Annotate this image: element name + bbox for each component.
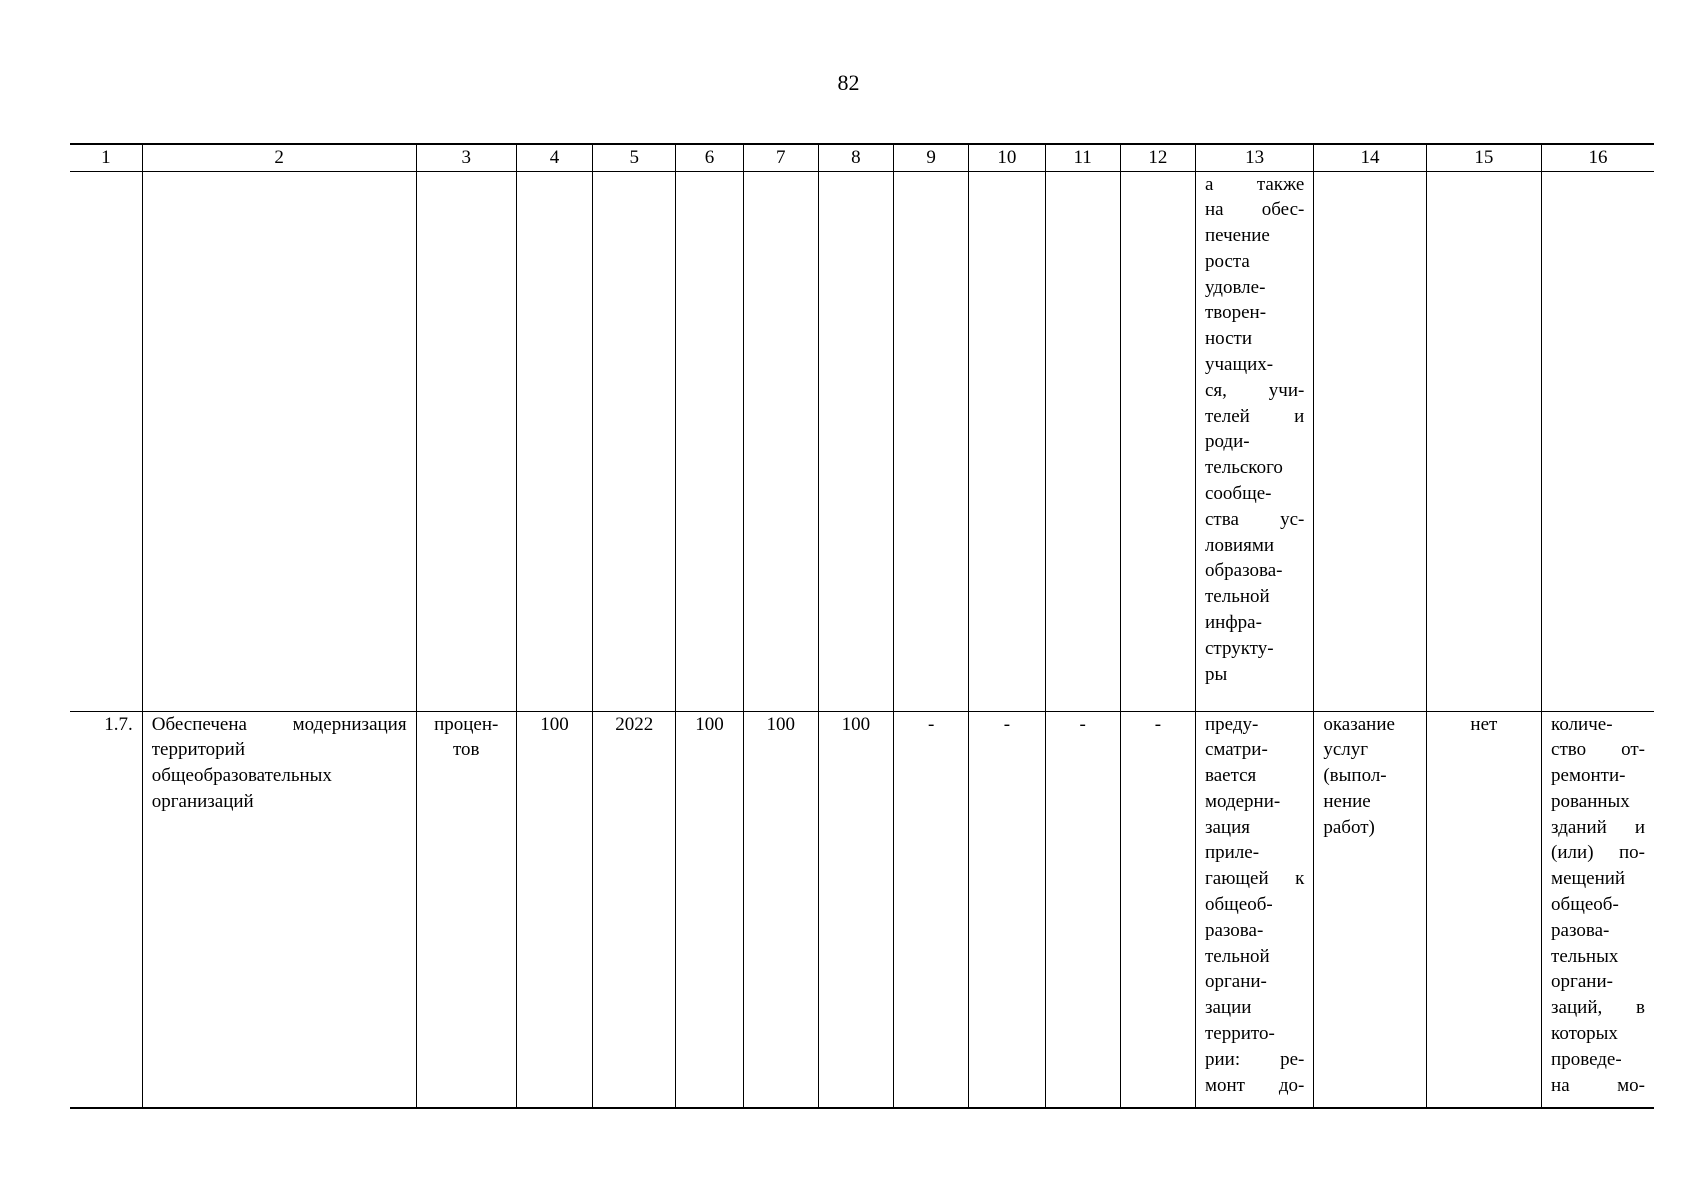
text-line: нение	[1323, 790, 1371, 812]
page-number: 82	[837, 70, 860, 95]
text-line: органи-	[1204, 971, 1267, 993]
value-cell: -	[969, 711, 1045, 1108]
header-cell: 5	[593, 144, 676, 171]
text-line: которых	[1551, 1023, 1618, 1045]
text-line: разова-	[1551, 919, 1610, 941]
value-cell: 100	[676, 711, 743, 1108]
header-cell: 6	[676, 144, 743, 171]
text-line: рованных	[1551, 790, 1630, 812]
text-line: рии: ре-	[1204, 1048, 1305, 1070]
text-line: органи-	[1551, 971, 1613, 993]
empty-cell	[516, 171, 592, 711]
value-cell: -	[894, 711, 969, 1108]
text-line: услуг	[1323, 739, 1369, 761]
empty-cell	[70, 171, 142, 711]
empty-cell	[1045, 171, 1120, 711]
text-line: приле-	[1204, 842, 1260, 864]
text-line: ство от-	[1551, 739, 1645, 761]
empty-cell	[1426, 171, 1541, 711]
text-line: преду-	[1204, 713, 1259, 735]
effect-description	[1195, 711, 1313, 1108]
text-line: роста	[1204, 250, 1250, 272]
text-line: оказание	[1323, 713, 1395, 735]
header-row	[70, 144, 1654, 171]
empty-cell	[1120, 171, 1195, 711]
header-cell: 9	[894, 144, 969, 171]
empty-cell	[1542, 171, 1654, 711]
text-line: удовле-	[1204, 276, 1266, 298]
header-cell: 10	[969, 144, 1045, 171]
text-line: общеоб-	[1551, 894, 1619, 916]
text-line: вается	[1204, 765, 1257, 787]
empty-cell	[894, 171, 969, 711]
empty-cell	[142, 171, 416, 711]
text-line: сообще-	[1204, 483, 1272, 505]
header-cell: 16	[1542, 144, 1654, 171]
text-line: (или) по-	[1551, 842, 1645, 864]
text-line: ности	[1204, 328, 1253, 350]
flag-cell: нет	[1426, 711, 1541, 1108]
header-cell: 8	[818, 144, 893, 171]
text-line: общеоб-	[1204, 894, 1273, 916]
text-line: проведе-	[1551, 1048, 1622, 1070]
text-line: (выпол-	[1323, 765, 1387, 787]
text-line: структу-	[1204, 637, 1274, 659]
text-line: зация	[1204, 816, 1250, 838]
empty-cell	[593, 171, 676, 711]
empty-cell	[818, 171, 893, 711]
header-cell: 14	[1314, 144, 1426, 171]
header-cell: 1	[70, 144, 142, 171]
base-value: 100	[516, 711, 592, 1108]
header-cell: 15	[1426, 144, 1541, 171]
text-line: тельной	[1204, 586, 1270, 608]
text-line: на мо-	[1551, 1074, 1645, 1096]
text-line: учащих-	[1204, 354, 1274, 376]
header-cell: 4	[516, 144, 592, 171]
text-line: ловиями	[1204, 534, 1275, 556]
row-number: 1.7.	[70, 711, 142, 1108]
text-line: процен-	[434, 713, 499, 735]
header-cell: 7	[743, 144, 818, 171]
header-cell: 11	[1045, 144, 1120, 171]
indicator-name: Обеспечена модернизация территорий общеобразовательных организаций	[142, 711, 416, 1108]
text-line: ремонти-	[1551, 765, 1626, 787]
text-line: печение	[1204, 225, 1270, 247]
text-line: заций, в	[1551, 997, 1645, 1019]
text-line: а также	[1204, 173, 1305, 195]
activity-type	[1314, 711, 1426, 1108]
text-line: тельной	[1204, 945, 1270, 967]
text-line: роди-	[1204, 431, 1250, 453]
table-row	[70, 711, 1654, 1108]
text-line: ся, учи-	[1204, 379, 1305, 401]
value-cell: -	[1120, 711, 1195, 1108]
text-line: образова-	[1204, 560, 1283, 582]
text-line: гающей к	[1204, 868, 1305, 890]
text-line: тов	[452, 739, 480, 761]
effect-description-continued	[1195, 171, 1313, 711]
result-description	[1542, 711, 1654, 1108]
header-cell: 12	[1120, 144, 1195, 171]
text-line: зданий и	[1551, 816, 1645, 838]
text-line: мещений	[1551, 868, 1626, 890]
text-line: сматри-	[1204, 739, 1268, 761]
text-line: работ)	[1323, 816, 1375, 838]
text-line: модерни-	[1204, 790, 1281, 812]
text-line: тельных	[1551, 945, 1619, 967]
text-line: телей и	[1204, 405, 1305, 427]
continuation-row	[70, 171, 1654, 711]
text-line: монт до-	[1204, 1074, 1305, 1096]
text-line: инфра-	[1204, 612, 1262, 634]
empty-cell	[416, 171, 516, 711]
header-cell: 13	[1195, 144, 1313, 171]
empty-cell	[969, 171, 1045, 711]
value-cell: 100	[743, 711, 818, 1108]
text-line: на обес-	[1204, 199, 1305, 221]
unit-of-measure	[416, 711, 516, 1108]
header-cell: 3	[416, 144, 516, 171]
text-line: ры	[1204, 663, 1228, 685]
value-cell: -	[1045, 711, 1120, 1108]
text-line: ства ус-	[1204, 508, 1305, 530]
header-cell: 2	[142, 144, 416, 171]
indicators-table	[70, 143, 1654, 1109]
text-line: разова-	[1204, 919, 1264, 941]
text-line: количе-	[1551, 713, 1613, 735]
empty-cell	[1314, 171, 1426, 711]
text-line: творен-	[1204, 302, 1267, 324]
text-line: тельского	[1204, 457, 1283, 479]
text-line: зации	[1204, 997, 1252, 1019]
text-line: террито-	[1204, 1023, 1275, 1045]
empty-cell	[676, 171, 743, 711]
value-cell: 100	[818, 711, 893, 1108]
base-year: 2022	[593, 711, 676, 1108]
empty-cell	[743, 171, 818, 711]
